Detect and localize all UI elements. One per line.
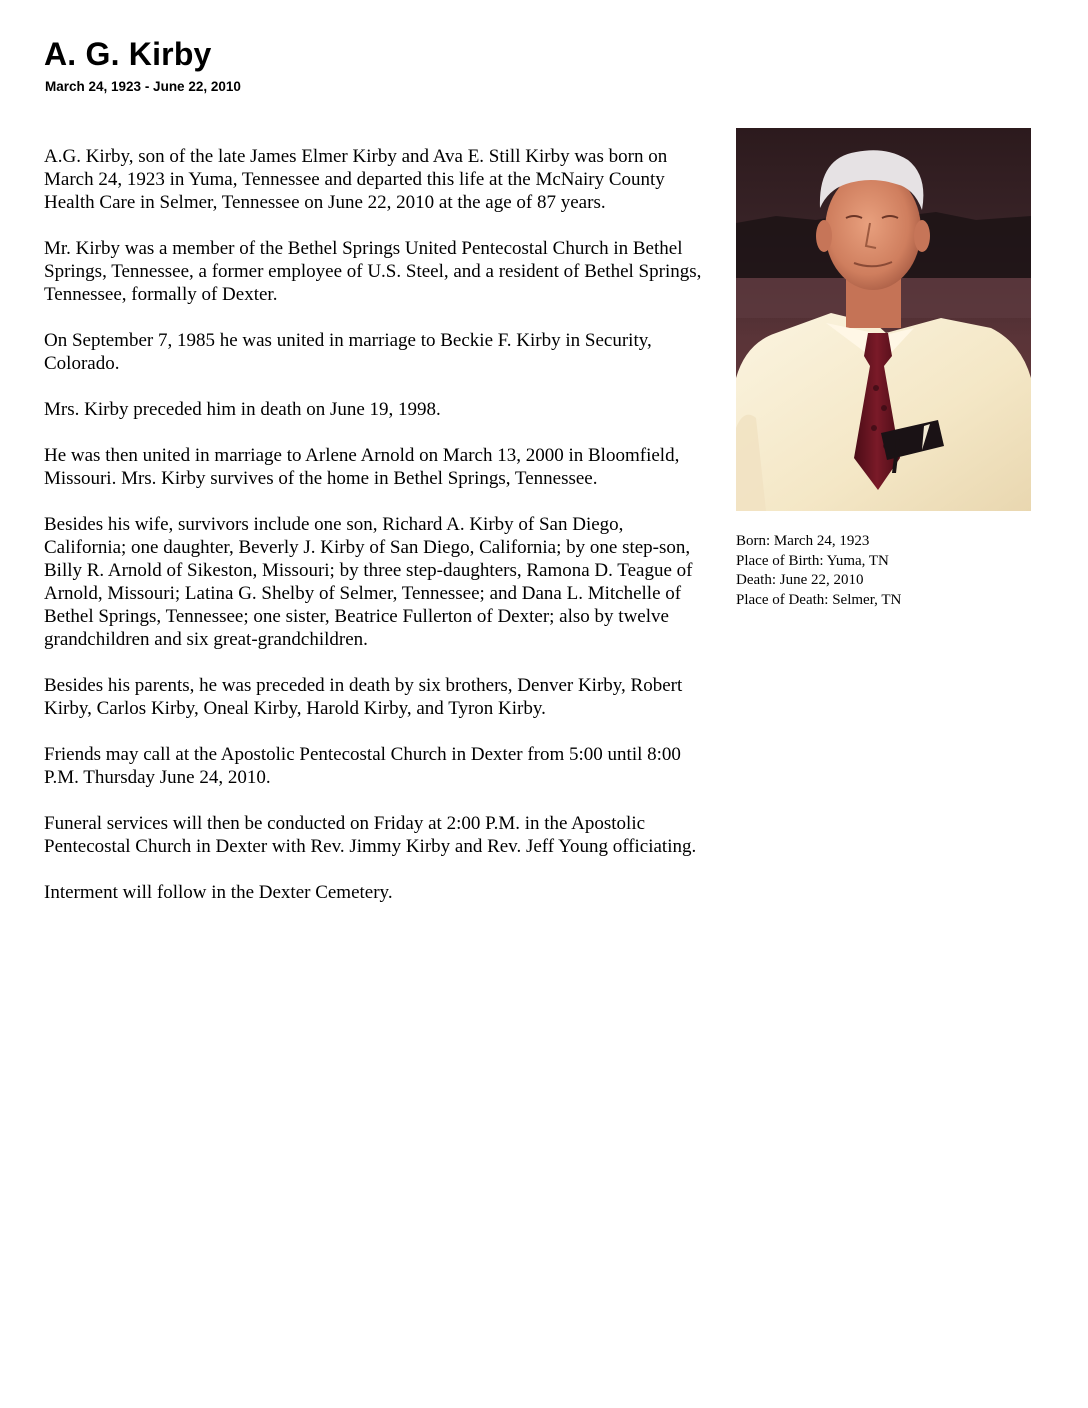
- portrait-photo: [736, 128, 1031, 511]
- born-date: Born: March 24, 1923: [736, 533, 870, 549]
- obituary-paragraph: Friends may call at the Apostolic Pentecostal Church in Dexter from 5:00 until 8:00 P.M. Thursday June 24, 2010.: [44, 744, 681, 788]
- place-of-death: Place of Death: Selmer, TN: [736, 591, 902, 608]
- obituary-text: [44, 145, 704, 927]
- obituary-paragraph: He was then united in marriage to Arlene Arnold on March 13, 2000 in Bloomfield, Missouri. Mrs. Kirby survives of the home in Bethel Springs, Tennessee.: [44, 445, 680, 489]
- obituary-paragraph: Mrs. Kirby preceded him in death on June 19, 1998.: [44, 399, 441, 420]
- vital-facts: [736, 532, 901, 610]
- place-of-birth: Place of Birth: Yuma, TN: [736, 552, 889, 569]
- obituary-paragraph: Interment will follow in the Dexter Cemetery.: [44, 882, 393, 903]
- obituary-paragraph: Besides his parents, he was preceded in death by six brothers, Denver Kirby, Robert Kirby, Carlos Kirby, Oneal Kirby, Harold Kirby, and Tyron Kirby.: [44, 675, 683, 719]
- obituary-paragraph: Mr. Kirby was a member of the Bethel Springs United Pentecostal Church in Bethel Springs, Tennessee, a former employee of U.S. Steel, and a resident of Bethel Springs, Tennessee, formally of Dexter.: [44, 238, 702, 305]
- life-dates: March 24, 1923 - June 22, 2010: [45, 79, 241, 94]
- obituary-paragraph: Funeral services will then be conducted on Friday at 2:00 P.M. in the Apostolic Pentecostal Church in Dexter with Rev. Jimmy Kirby and Rev. Jeff Young officiating.: [44, 813, 697, 857]
- death-date: Death: June 22, 2010: [736, 572, 864, 588]
- obituary-paragraph: Besides his wife, survivors include one son, Richard A. Kirby of San Diego, California; one daughter, Beverly J. Kirby of San Diego, California; by one step-son, Billy R. Arnold of Sikeston, Missouri; by three step-daughters, Ramona D. Teague of Arnold, Missouri; Latina G. Shelby of Selmer, Tennessee; and Dana L. Mitchelle of Bethel Springs, Tennessee; one sister, Beatrice Fullerton of Dexter; also by twelve grandchildren and six great-grandchildren.: [44, 514, 693, 650]
- page-title: A. G. Kirby: [44, 36, 212, 72]
- obituary-paragraph: A.G. Kirby, son of the late James Elmer Kirby and Ava E. Still Kirby was born on March 24, 1923 in Yuma, Tennessee and departed this life at the McNairy County Health Care in Selmer, Tennessee on June 22, 2010 at the age of 87 years.: [44, 146, 668, 213]
- obituary-paragraph: On September 7, 1985 he was united in marriage to Beckie F. Kirby in Security, Colorado.: [44, 330, 652, 374]
